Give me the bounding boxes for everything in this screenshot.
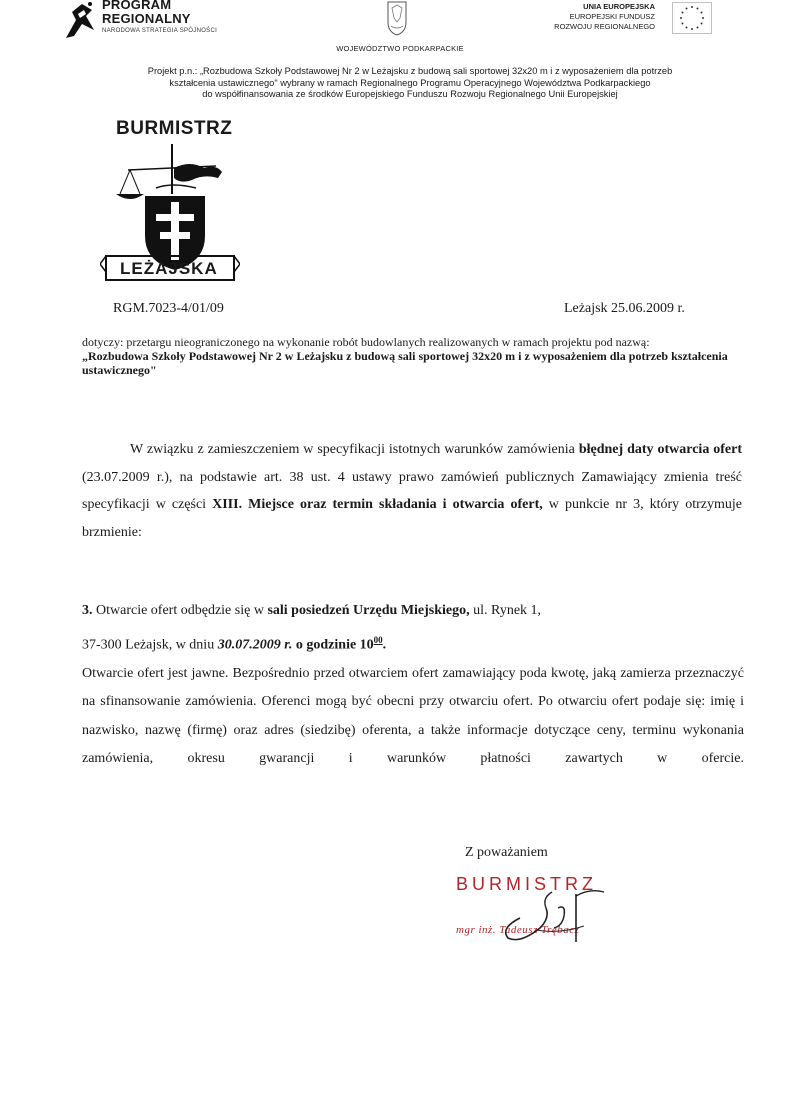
- point-text3: 37-300 Leżajsk, w dniu: [82, 637, 218, 653]
- eu-flag-icon: [672, 2, 712, 34]
- para1-text2: (23.07.2009 r.), na podstawie art. 38 ust. 4 ustawy prawo zamówień publicznych Zamawiający zmienia treść specyfikacji w części: [82, 469, 742, 512]
- project-line3: do współfinansowania ze środków Europejskiego Funduszu Rozwoju Regionalnego Unii Europejskiej: [202, 89, 618, 99]
- program-regionalny-logo: [62, 0, 232, 42]
- seal-title: BURMISTRZ: [116, 118, 233, 139]
- eu-line3: ROZWOJU REGIONALNEGO: [554, 22, 655, 31]
- voivodeship-crest-icon: [386, 0, 408, 36]
- reference-number: RGM.7023-4/01/09: [113, 301, 224, 316]
- point-text5: .: [382, 637, 387, 653]
- eu-fund-label: [520, 2, 655, 32]
- voivodeship-label: WOJEWÓDZTWO PODKARPACKIE: [336, 44, 464, 53]
- project-description: [100, 66, 720, 101]
- para1-bold2: XIII. Miejsce oraz termin składania i otwarcia ofert,: [212, 497, 543, 512]
- handwritten-signature: [480, 878, 630, 948]
- point-body: Otwarcie ofert jest jawne. Bezpośrednio przed otwarciem ofert zamawiający poda kwotę, jaką zamierza przeznaczyć na sfinansowanie zamówienia. Oferenci mogą być obecni przy otwarciu ofert. Po otwarciu ofert podaje się: imię i nazwisko, nazwę (firmę) oraz adres (siedzibę) oferenta, a także informacje dotyczące ceny, terminu wykonania zamówienia, okresu gwarancji i warunków płatności zawartych w ofercie.: [82, 665, 744, 767]
- closing-greeting: Z poważaniem: [465, 845, 548, 860]
- program-title-line2: REGIONALNY: [102, 11, 191, 26]
- project-line1: Projekt p.n.: „Rozbudowa Szkoły Podstawowej Nr 2 w Leżajsku z budową sali sportowej 32x20 m i z wyposażeniem dla potrzeb: [147, 66, 673, 76]
- point-time-label: o godzinie 10: [292, 637, 374, 653]
- program-subtitle: NARODOWA STRATEGIA SPÓJNOŚCI: [102, 28, 218, 34]
- subject-intro: dotyczy: przetargu nieograniczonego na wykonanie robót budowlanych realizowanych w ramach projektu pod nazwą:: [82, 335, 650, 349]
- stamp-title: BURMISTRZ: [456, 874, 597, 894]
- eu-line1: UNIA EUROPEJSKA: [583, 2, 655, 11]
- project-line2: kształcenia ustawicznego" wybrany w ramach Regionalnego Programu Operacyjnego Województwa Podkarpackiego: [169, 77, 651, 88]
- stamp-name: mgr inż. Tadeusz Trębacz: [456, 924, 580, 936]
- point-text2: ul. Rynek 1,: [469, 603, 542, 618]
- point-date: 30.07.2009 r.: [217, 637, 293, 653]
- point-number: 3.: [82, 603, 93, 618]
- para1-bold1: błędnej daty otwarcia ofert: [578, 442, 743, 457]
- seal-bottom-label: LEŻAJSKA: [120, 259, 218, 278]
- point-3-block: [82, 597, 744, 774]
- point-location: sali posiedzeń Urzędu Miejskiego,: [267, 603, 470, 618]
- para1-text1: W związku z zamieszczeniem w specyfikacji istotnych warunków zamówienia: [130, 442, 579, 457]
- eu-line2: EUROPEJSKI FUNDUSZ: [569, 12, 655, 21]
- subject-title: „Rozbudowa Szkoły Podstawowej Nr 2 w Leżajsku z budową sali sportowej 32x20 m i z wyposażeniem dla potrzeb kształcenia ustawicznego": [82, 349, 728, 377]
- point-time-minutes: 00: [373, 634, 383, 645]
- program-logo-icon: [62, 0, 98, 40]
- para1-text3: w punkcie nr 3, który otrzymuje brzmienie:: [82, 497, 742, 540]
- program-title-line1: PROGRAM: [102, 0, 172, 12]
- paragraph-correction: [82, 436, 742, 546]
- mayor-seal: [100, 118, 240, 286]
- place-and-date: Leżajsk 25.06.2009 r.: [564, 301, 685, 316]
- subject-block: [82, 335, 742, 377]
- point-text1: Otwarcie ofert odbędzie się w: [92, 603, 268, 618]
